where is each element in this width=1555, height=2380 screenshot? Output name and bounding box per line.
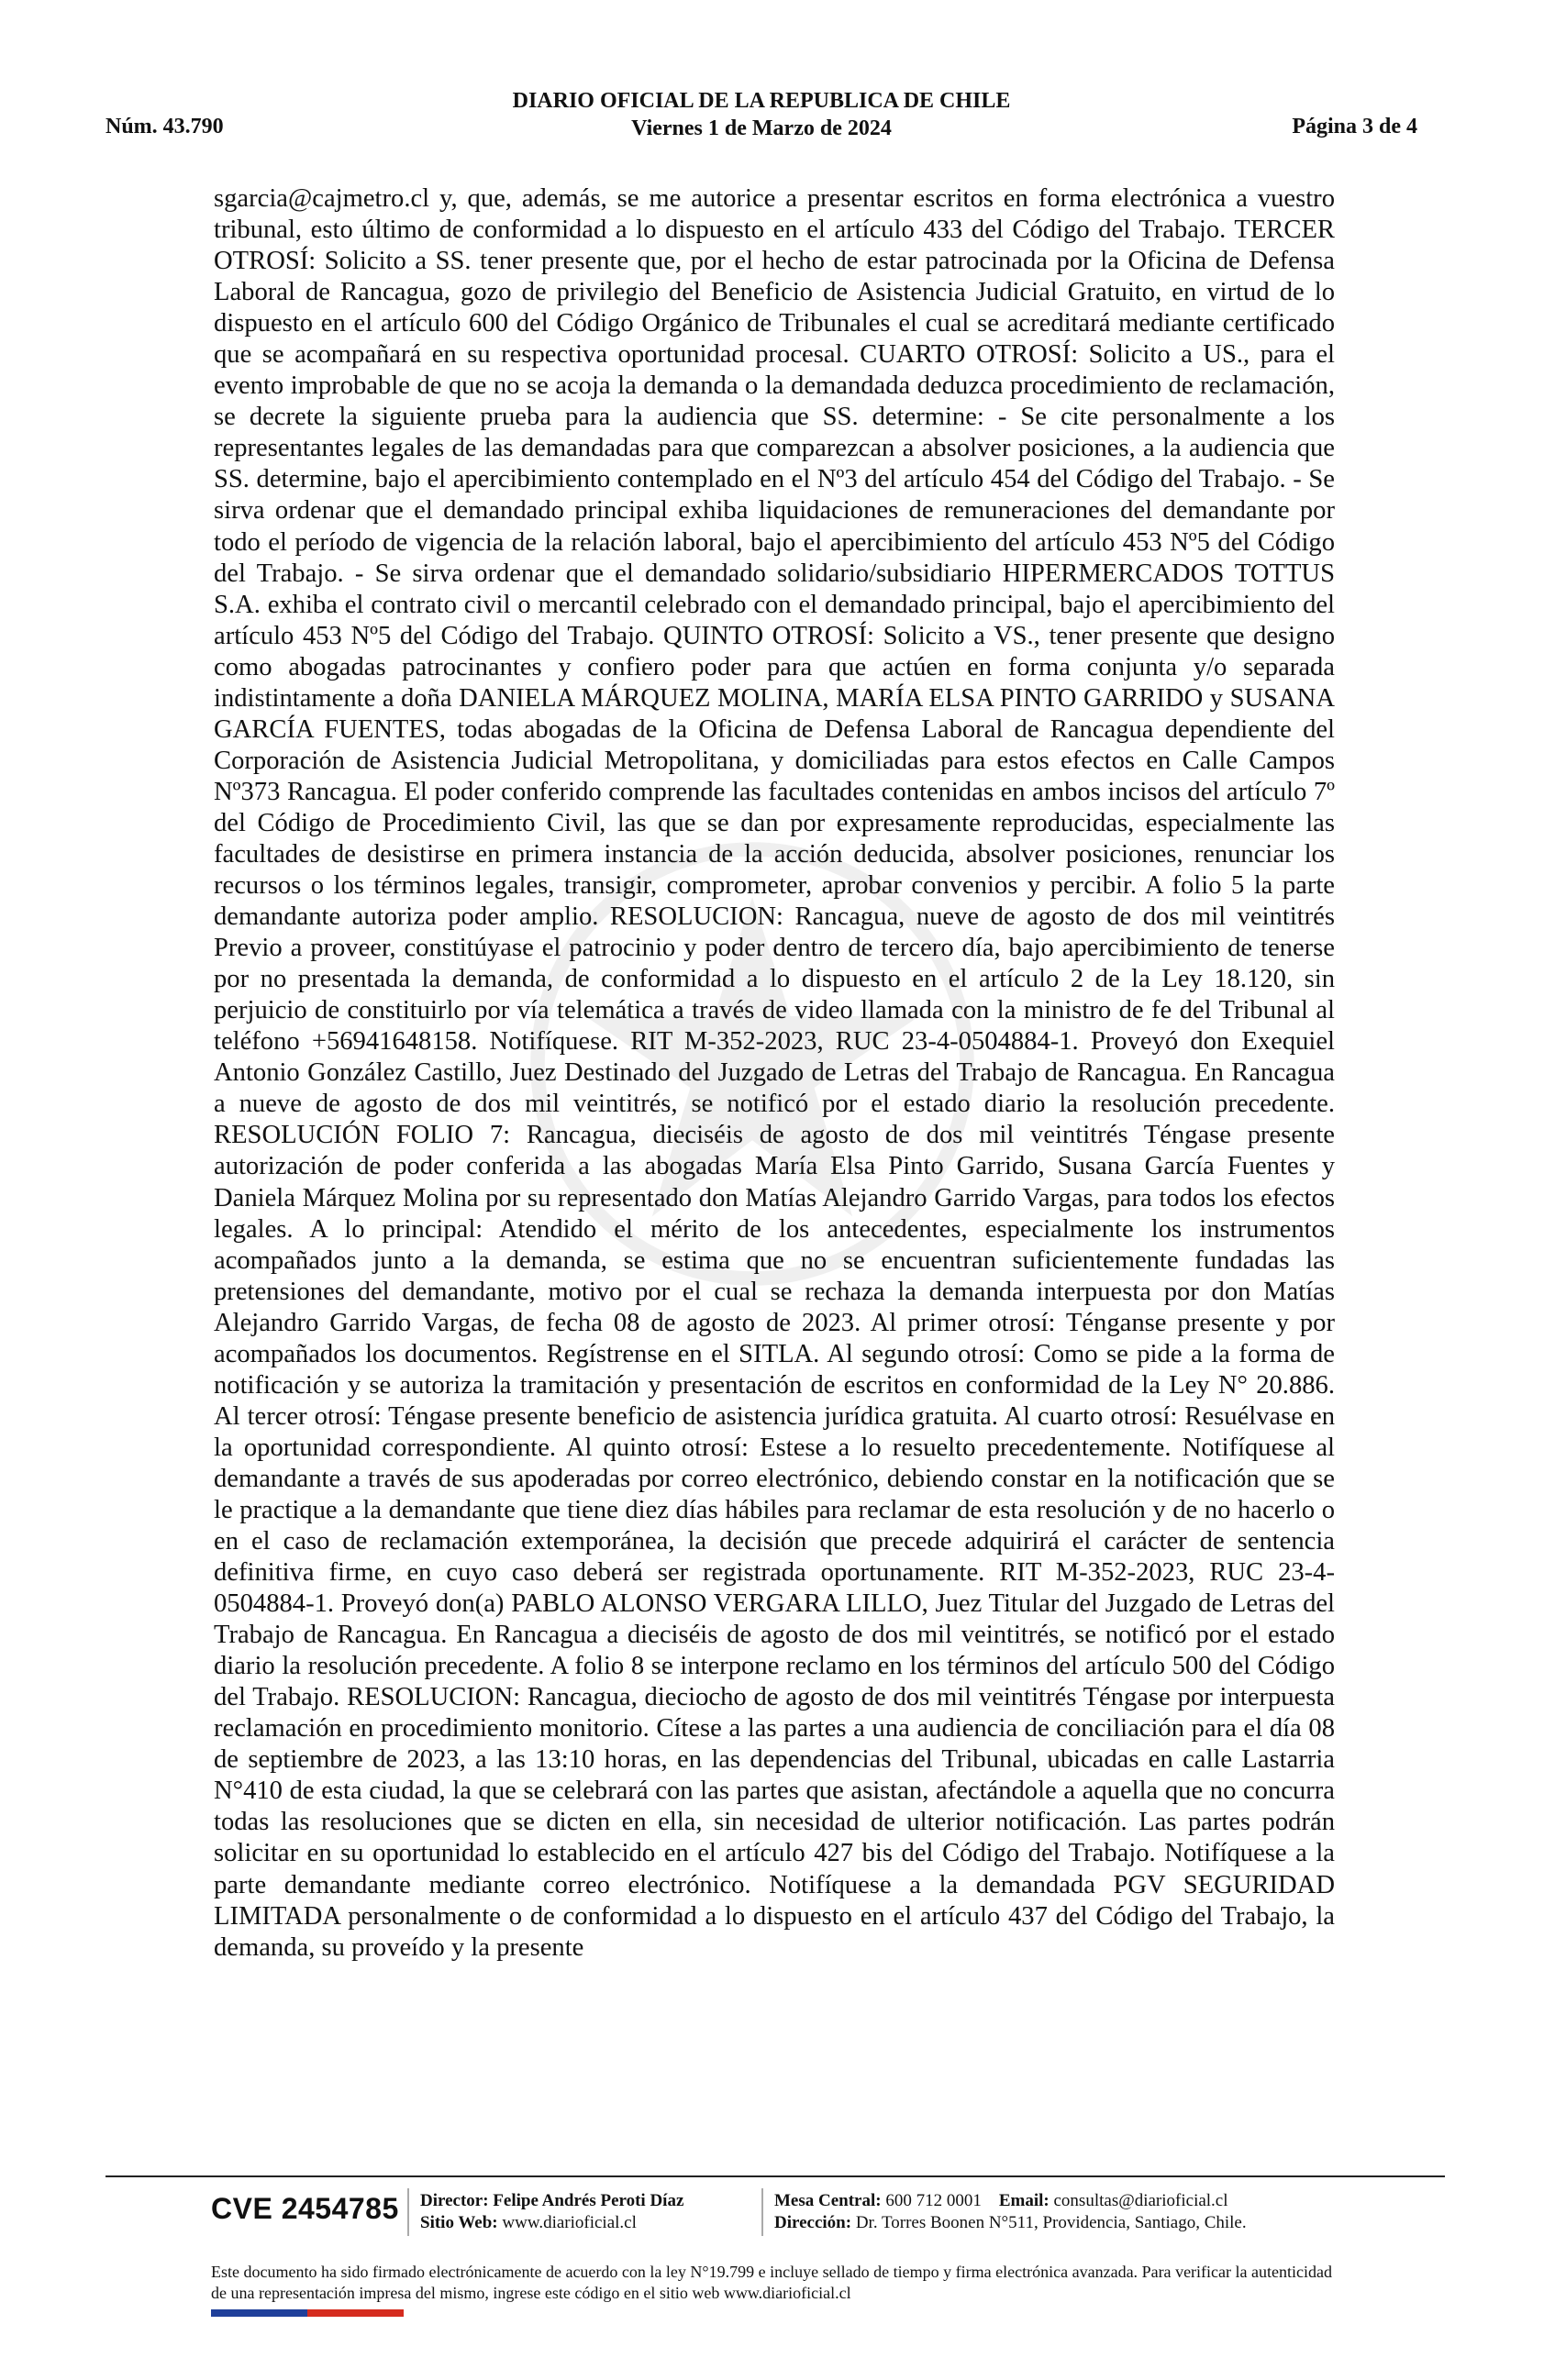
email-link[interactable]: consultas@diarioficial.cl	[1053, 2191, 1228, 2210]
web-link[interactable]: www.diarioficial.cl	[502, 2213, 637, 2232]
direccion-label: Dirección:	[774, 2213, 852, 2232]
flag-red	[307, 2309, 404, 2317]
director-label: Director:	[420, 2191, 489, 2210]
footer-divider	[106, 2175, 1445, 2177]
issue-number: Núm. 43.790	[106, 115, 224, 138]
director-name: Felipe Andrés Peroti Díaz	[493, 2191, 684, 2210]
web-label: Sitio Web:	[420, 2213, 498, 2232]
document-body: sgarcia@cajmetro.cl y, que, además, se me autorice a presentar escritos en forma electrónica a vuestro tribunal, esto último de conformidad a lo dispuesto en el artículo 433 del Código del Trabajo. TERCER OTROSÍ: Solicito a SS. tener presente que, por el hecho de estar patrocinada por la Oficina de Defensa Laboral de Rancagua, gozo de privilegio del Beneficio de Asistencia Judicial Gratuito, en virtud de lo dispuesto en el artículo 600 del Código Orgánico de Tribunales el cual se acreditará mediante certificado que se acompañará en su respectiva oportunidad procesal. CUARTO OTROSÍ: Solicito a US., para el evento improbable de que no se acoja la demanda o la demandada deduzca procedimiento de reclamación, se decrete la siguiente prueba para la audiencia que SS. determine: - Se cite personalmente a los representantes legales de las demandadas para que comparezcan a absolver posiciones, a la audiencia que SS. determine, bajo el apercibimiento contemplado en el Nº3 del artículo 454 del Código del Trabajo. - Se sirva ordenar que el demandado principal exhiba liquidaciones de remuneraciones del demandante por todo el período de vigencia de la relación laboral, bajo el apercibimiento del artículo 453 Nº5 del Código del Trabajo. - Se sirva ordenar que el demandado solidario/subsidiario HIPERMERCADOS TOTTUS S.A. exhiba el contrato civil o mercantil celebrado con el demandado principal, bajo el apercibimiento del artículo 453 Nº5 del Código del Trabajo. QUINTO OTROSÍ: Solicito a VS., tener presente que designo como abogadas patrocinantes y confiero poder para que actúen en forma conjunta y/o separada indistintamente a doña DANIELA MÁRQUEZ MOLINA, MARÍA ELSA PINTO GARRIDO y SUSANA GARCÍA FUENTES, todas abogadas de la Oficina de Defensa Laboral de Rancagua dependiente del Corporación de Asistencia Judicial Metropolitana, y domiciliadas para estos efectos en Calle Campos Nº373 Rancagua. El poder conferido comprende las facultades contenidas en ambos incisos del artículo 7º del Código de Procedimiento Civil, las que se dan por expresamente reproducidas, especialmente las facultades de desistirse en primera instancia de la acción deducida, absolver posiciones, renunciar los recursos o los términos legales, transigir, comprometer, aprobar convenios y percibir. A folio 5 la parte demandante autoriza poder amplio. RESOLUCION: Rancagua, nueve de agosto de dos mil veintitrés Previo a proveer, constitúyase el patrocinio y poder dentro de tercero día, bajo apercibimiento de tenerse por no presentada la demanda, de conformidad a lo dispuesto en el artículo 2 de la Ley 18.120, sin perjuicio de constituirlo por vía telemática a través de video llamada con la ministro de fe del Tribunal al teléfono +56941648158. Notifíquese. RIT M-352-2023, RUC 23-4-0504884-1. Proveyó don Exequiel Antonio González Castillo, Juez Destinado del Juzgado de Letras del Trabajo de Rancagua. En Rancagua a nueve de agosto de dos mil veintitrés, se notificó por el estado diario la resolución precedente. RESOLUCIÓN FOLIO 7: Rancagua, dieciséis de agosto de dos mil veintitrés Téngase presente autorización de poder conferida a las abogadas María Elsa Pinto Garrido, Susana García Fuentes y Daniela Márquez Molina por su representado don Matías Alejandro Garrido Vargas, para todos los efectos legales. A lo principal: Atendido el mérito de los antecedentes, especialmente los instrumentos acompañados junto a la demanda, se estima que no se encuentran suficientemente fundadas las pretensiones del demandante, motivo por el cual se rechaza la demanda interpuesta por don Matías Alejandro Garrido Vargas, de fecha 08 de agosto de 2023. Al primer otrosí: Ténganse presente y por acompañados los documentos. Regístrense en el SITLA. Al segundo otrosí: Como se pide a la forma de notificación y se autoriza la tramitación y presentación de escritos en conformidad de la Ley N° 20.886. Al tercer otrosí: Téngase presente beneficio de asistencia jurídica gratuita. Al cuarto otrosí: Resuélvase en la oportunidad correspondiente. Al quinto otrosí: Estese a lo resuelto precedentemente. Notifíquese al demandante a través de sus apoderadas por correo electrónico, debiendo constar en la notificación que se le practique a la demandante que tiene diez días hábiles para reclamar de esta resolución y de no hacerlo o en el caso de reclamación extemporánea, la decisión que precede adquirirá el carácter de sentencia definitiva firme, en cuyo caso deberá ser registrada oportunamente. RIT M-352-2023, RUC 23-4-0504884-1. Proveyó don(a) PABLO ALONSO VERGARA LILLO, Juez Titular del Juzgado de Letras del Trabajo de Rancagua. En Rancagua a dieciséis de agosto de dos mil veintitrés, se notificó por el estado diario la resolución precedente. A folio 8 se interpone reclamo en los términos del artículo 500 del Código del Trabajo. RESOLUCION: Rancagua, dieciocho de agosto de dos mil veintitrés Téngase por interpuesta reclamación en procedimiento monitorio. Cítese a las partes a una audiencia de conciliación para el día 08 de septiembre de 2023, a las 13:10 horas, en las dependencias del Tribunal, ubicadas en calle Lastarria N°410 de esta ciudad, la que se celebrará con las partes que asistan, afectándole a aquella que no concurra todas las resoluciones que se dicten en ella, sin necesidad de ulterior notificación. Las partes podrán solicitar en su oportunidad lo establecido en el artículo 427 bis del Código del Trabajo. Notifíquese a la parte demandante mediante correo electrónico. Notifíquese a la demandada PGV SEGURIDAD LIMITADA personalmente o de conformidad a lo dispuesto en el artículo 437 del Código del Trabajo, la demanda, su proveído y la presente	[214, 184, 1335, 1962]
direccion-value: Dr. Torres Boonen N°511, Providencia, Santiago, Chile.	[855, 2213, 1247, 2232]
page-number: Página 3 de 4	[1292, 115, 1417, 138]
flag-blue	[211, 2309, 307, 2317]
header-center	[106, 87, 1417, 142]
page-header	[106, 87, 1417, 151]
footer-separator	[761, 2188, 763, 2236]
email-label: Email:	[998, 2191, 1050, 2210]
issue-date: Viernes 1 de Marzo de 2024	[631, 116, 892, 140]
footer-director-block	[420, 2190, 683, 2234]
mesa-label: Mesa Central:	[774, 2191, 882, 2210]
cve-code: CVE 2454785	[211, 2192, 399, 2225]
flag-stripe	[211, 2309, 404, 2317]
mesa-phone: 600 712 0001	[885, 2191, 982, 2210]
footer-separator	[407, 2188, 409, 2236]
footer-contact-block	[774, 2190, 1247, 2234]
newspaper-title: DIARIO OFICIAL DE LA REPUBLICA DE CHILE	[512, 89, 1011, 113]
signature-note: Este documento ha sido firmado electrónicamente de acuerdo con la ley N°19.799 e incluye sellado de tiempo y firma electrónica avanzada. Para verificar la autenticidad de una representación impresa del mismo, ingrese este código en el sitio web www.diarioficial.cl	[211, 2263, 1332, 2302]
page-footer	[211, 2183, 1349, 2247]
